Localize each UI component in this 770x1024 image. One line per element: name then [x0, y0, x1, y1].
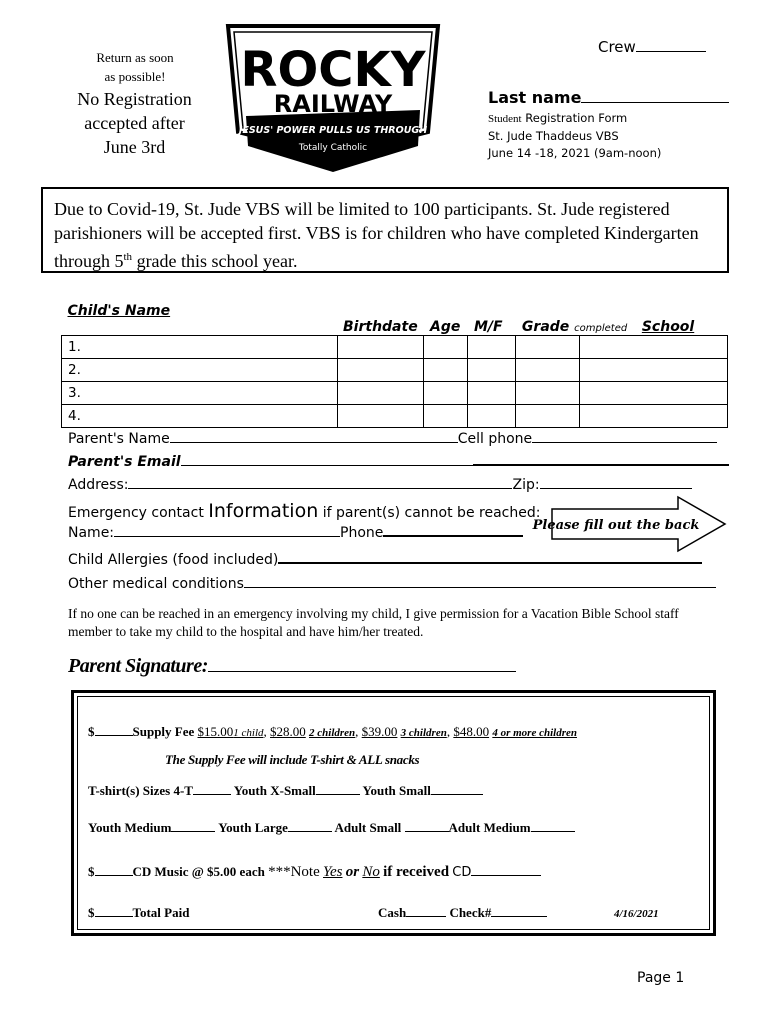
row-number[interactable]: 4.: [62, 405, 338, 428]
logo-subtag: Totally Catholic: [298, 143, 368, 153]
adult-s-line[interactable]: [405, 831, 449, 832]
price-4: $48.00: [453, 724, 490, 739]
price-3-desc: 3 children: [400, 727, 447, 739]
parent-name-row: [68, 431, 717, 447]
allergies-row: [68, 552, 702, 568]
price-3: $39.00: [361, 724, 398, 739]
cd-received-line[interactable]: [471, 875, 541, 876]
cell[interactable]: [516, 405, 580, 428]
table-row[interactable]: [62, 405, 728, 428]
emergency-big: Information: [208, 500, 319, 522]
youth-m-label: Youth Medium: [88, 820, 172, 835]
parent-email-line-2[interactable]: [473, 464, 729, 466]
cell[interactable]: [424, 382, 468, 405]
vbs-dates: June 14 -18, 2021 (9am-noon): [488, 146, 662, 160]
cell[interactable]: [337, 382, 424, 405]
vbs-name: St. Jude Thaddeus VBS: [488, 129, 619, 143]
logo-line-1: ROCKY: [240, 42, 426, 98]
price-1-desc: 1 child: [233, 727, 264, 739]
address-row: [68, 477, 692, 493]
tshirt-row-1: [88, 783, 483, 799]
cell[interactable]: [424, 359, 468, 382]
cell[interactable]: [468, 359, 516, 382]
parent-email-label: Parent's Email: [68, 454, 181, 470]
row-number[interactable]: 3.: [62, 382, 338, 405]
notice-text-2: grade this school year.: [132, 251, 298, 271]
cd-note: ***Note: [268, 864, 320, 880]
children-table: [61, 303, 728, 428]
total-line[interactable]: [95, 916, 133, 917]
cell[interactable]: [468, 405, 516, 428]
zip-label: Zip:: [512, 477, 540, 493]
tshirt-row-2: [88, 820, 575, 836]
youth-l-label: Youth Large: [218, 820, 288, 835]
last-name-label: Last name: [488, 88, 582, 107]
return-note: [60, 48, 210, 86]
header-age: Age: [429, 319, 461, 335]
emergency-phone-label: Phone: [340, 525, 384, 541]
cell[interactable]: [424, 405, 468, 428]
cd-dollar: $: [88, 864, 95, 879]
cell[interactable]: [468, 336, 516, 359]
crew-label: Crew: [598, 38, 636, 56]
medical-label: Other medical conditions: [68, 576, 244, 592]
notice-text-1: Due to Covid-19, St. Jude VBS will be limited to 100 participants. St. Jude registered parishioners will be accepted first. VBS is for children who have completed Kindergarten through 5: [54, 199, 699, 271]
supply-fee-row: $ Supply Fee $15.001 child, $28.00 2 children, $39.00 3 children, $48.00 4 or more children: [88, 724, 577, 739]
cell-phone-label: Cell phone: [457, 431, 533, 447]
address-line[interactable]: [128, 488, 512, 489]
cell[interactable]: [337, 359, 424, 382]
header-completed: completed: [574, 323, 628, 334]
emergency-post: if parent(s) cannot be reached:: [322, 505, 541, 521]
medical-line[interactable]: [244, 587, 716, 588]
rocky-railway-logo: [222, 20, 444, 180]
no-registration-note: [52, 87, 217, 159]
emergency-row: [68, 500, 540, 522]
no-reg-line-3: June 3rd: [103, 137, 166, 157]
price-2-desc: 2 children: [309, 727, 356, 739]
youth-m-line[interactable]: [171, 831, 215, 832]
children-table-header: [62, 303, 728, 336]
cd-no: No: [362, 864, 380, 880]
adult-m-label: Adult Medium: [448, 820, 531, 835]
signature-line[interactable]: [208, 671, 516, 672]
emergency-name-line[interactable]: [114, 536, 340, 537]
form-info: [488, 110, 661, 162]
cell[interactable]: [424, 336, 468, 359]
table-row[interactable]: [62, 382, 728, 405]
form-title: Registration Form: [525, 111, 628, 125]
cell[interactable]: [516, 382, 580, 405]
cell[interactable]: [580, 382, 728, 405]
cell[interactable]: [516, 359, 580, 382]
logo-line-2: RAILWAY: [273, 90, 393, 118]
cell[interactable]: [580, 405, 728, 428]
signature-label: Parent Signature:: [68, 655, 208, 677]
form-title-word: Student: [488, 113, 522, 125]
cd-fee-line[interactable]: [95, 875, 133, 876]
return-line-2: as possible!: [104, 69, 166, 84]
header-birthdate: Birthdate: [343, 319, 418, 335]
table-row[interactable]: [62, 336, 728, 359]
emergency-label: Emergency contact: [68, 505, 204, 521]
cell[interactable]: [580, 336, 728, 359]
check-label: Check#: [449, 905, 492, 920]
cd-yes: Yes: [323, 864, 343, 880]
price-1: $15.00: [197, 724, 234, 739]
row-number[interactable]: 2.: [62, 359, 338, 382]
no-reg-line-1: No Registration: [77, 89, 192, 109]
adult-s-label: Adult Small: [334, 820, 402, 835]
youth-s-line[interactable]: [431, 794, 483, 795]
form-date: 4/16/2021: [614, 908, 659, 920]
size-4t-line[interactable]: [193, 794, 231, 795]
parent-email-row: [68, 454, 729, 470]
total-row: [88, 905, 189, 921]
crew-line[interactable]: [636, 51, 706, 52]
last-name-field[interactable]: [488, 88, 729, 107]
no-reg-line-2: accepted after: [84, 113, 185, 133]
header-school: School: [641, 319, 695, 335]
price-4-desc: 4 or more children: [492, 727, 577, 739]
emergency-consent: If no one can be reached in an emergency involving my child, I give permission for a Vacation Bible School staff member to take my child to the hospital and have him/her treated.: [68, 606, 679, 639]
table-row[interactable]: [62, 359, 728, 382]
cd-label: CD Music @ $5.00 each: [132, 864, 265, 879]
cell[interactable]: [468, 382, 516, 405]
supply-fee-label: Supply Fee: [132, 724, 195, 739]
cell[interactable]: [337, 405, 424, 428]
header-grade: Grade: [521, 319, 570, 335]
covid-notice: [41, 187, 729, 273]
zip-line[interactable]: [540, 488, 692, 489]
cd-if: if received: [383, 864, 450, 880]
cd-word: CD: [452, 865, 472, 880]
parent-name-line[interactable]: [170, 442, 458, 443]
cd-row: [88, 864, 541, 881]
parent-email-line[interactable]: [181, 465, 473, 466]
payment-row: [378, 905, 547, 921]
price-2: $28.00: [270, 724, 306, 739]
emergency-name-row: [68, 525, 523, 541]
youth-xs-label: Youth X-Small: [233, 783, 316, 798]
total-dollar: $: [88, 905, 95, 920]
allergies-label: Child Allergies (food included): [68, 552, 279, 568]
emergency-phone-line[interactable]: [383, 535, 523, 537]
header-grade-school: [516, 303, 728, 336]
notice-sup: th: [123, 251, 133, 263]
supply-fee-line[interactable]: [95, 735, 133, 736]
youth-l-line[interactable]: [288, 831, 332, 832]
allergies-line[interactable]: [278, 562, 702, 564]
cell[interactable]: [580, 359, 728, 382]
youth-s-label: Youth Small: [362, 783, 431, 798]
cash-label: Cash: [378, 905, 407, 920]
logo-tagline: JESUS' POWER PULLS US THROUGH: [238, 125, 428, 136]
adult-m-line[interactable]: [531, 831, 575, 832]
tshirt-label: T-shirt(s) Sizes 4-T: [88, 783, 193, 798]
header-mf: M/F: [473, 319, 503, 335]
header-child-name: Child's Name: [67, 303, 171, 319]
youth-xs-line[interactable]: [316, 794, 360, 795]
cell[interactable]: [337, 336, 424, 359]
last-name-line[interactable]: [581, 102, 729, 103]
total-label: Total Paid: [132, 905, 190, 920]
check-line[interactable]: [491, 916, 547, 917]
address-label: Address:: [68, 477, 129, 493]
cell-phone-line[interactable]: [532, 442, 717, 443]
row-number[interactable]: 1.: [62, 336, 338, 359]
return-line-1: Return as soon: [96, 50, 174, 65]
supply-dollar: $: [88, 724, 95, 739]
cash-line[interactable]: [406, 916, 446, 917]
cd-or: or: [345, 864, 360, 880]
parent-signature[interactable]: [68, 655, 516, 678]
emergency-name-label: Name:: [68, 525, 115, 541]
crew-field[interactable]: [598, 38, 706, 56]
please-fill-back-arrow: [532, 495, 728, 553]
cell[interactable]: [516, 336, 580, 359]
supply-note: The Supply Fee will include T-shirt & ALL snacks: [165, 752, 420, 767]
arrow-text: Please fill out the back: [532, 518, 700, 533]
parent-name-label: Parent's Name: [68, 431, 170, 447]
medical-row: [68, 576, 716, 592]
page-number: Page 1: [637, 970, 685, 986]
